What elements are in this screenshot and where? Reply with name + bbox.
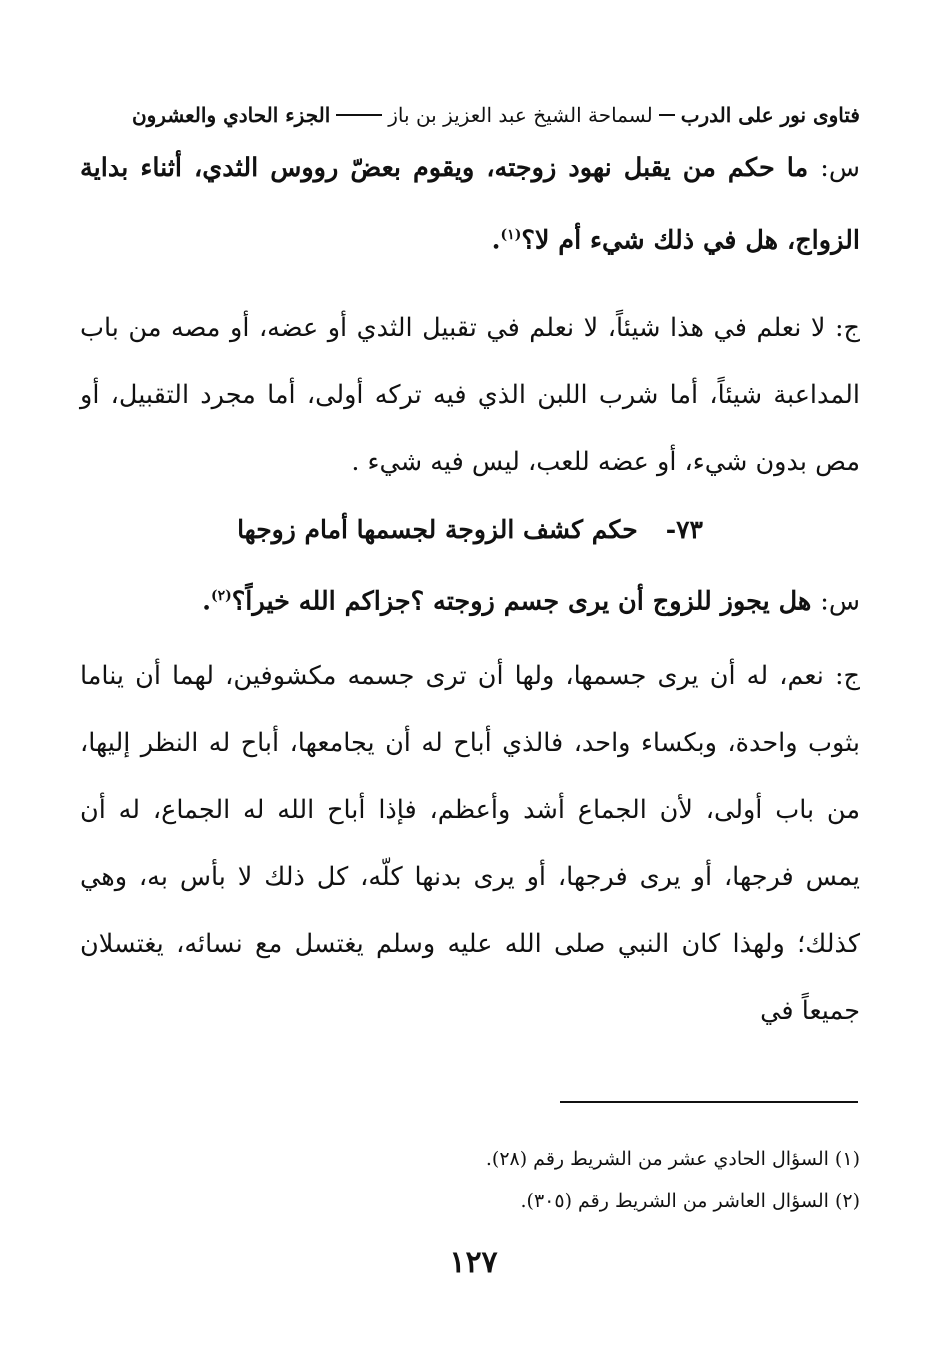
- answer-2: [80, 643, 860, 1045]
- header-part: الجزء الحادي والعشرون: [131, 103, 331, 127]
- question-1-end: .: [491, 225, 501, 256]
- answer-1: [80, 295, 860, 496]
- question-1-label: س:: [820, 153, 860, 183]
- section-heading: [80, 496, 860, 563]
- footnote-ref-2: (٢): [210, 587, 232, 604]
- header-author: لسماحة الشيخ عبد العزيز بن باز: [388, 103, 653, 127]
- header-rule: [336, 114, 382, 116]
- page-body: [80, 95, 860, 1045]
- section-number: ٧٣-: [665, 514, 703, 544]
- answer-2-label: ج:: [834, 661, 861, 691]
- footnote-separator: [560, 1101, 858, 1103]
- answer-1-text: لا نعلم في هذا شيئاً، لا نعلم في تقبيل الثدي أو عضه، أو مصه من باب المداعبة شيئاً، أما شرب اللبن الذي فيه تركه أولى، أما مجرد التقبيل، أو مص بدون شيء، أو عضه للعب، ليس فيه شيء .: [80, 312, 860, 477]
- question-1-text: ما حكم من يقبل نهود زوجته، ويقوم بعضّ رووس الثدي، أثناء بداية الزواج، هل في ذلك شيء أم لا؟: [80, 153, 860, 256]
- answer-1-label: ج:: [834, 312, 860, 343]
- header-book-title: فتاوى نور على الدرب: [680, 103, 860, 127]
- footnote-1: (١) السؤال الحادي عشر من الشريط رقم (٢٨).: [485, 1148, 860, 1170]
- question-2: [80, 563, 860, 636]
- question-2-end: .: [202, 586, 211, 616]
- running-header: [80, 95, 860, 135]
- answer-2-text: نعم، له أن يرى جسمها، ولها أن ترى جسمه مكشوفين، لهما أن يناما بثوب واحدة، وبكساء واحد، فالذي أباح له أن يجامعها، أباح له النظر إليها، من باب أولى، لأن الجماع أشد وأعظم، فإذا أباح الله له الجماع، له أن يمس فرجها، أو يرى فرجها، أو يرى بدنها كلّه، كل ذلك لا بأس به، وهي كذلك؛ ولهذا كان النبي صلى الله عليه وسلم يغتسل مع نسائه، يغتسلان جميعاً في: [80, 661, 860, 1026]
- footnote-2: (٢) السؤال العاشر من الشريط رقم (٣٠٥).: [520, 1190, 860, 1212]
- page-number: ١٢٧: [449, 1245, 498, 1280]
- question-2-label: س:: [820, 586, 860, 616]
- section-title: حكم كشف الزوجة لجسمها أمام زوجها: [237, 514, 638, 544]
- footnotes: [80, 1138, 860, 1222]
- footnote-ref-1: (١): [500, 227, 522, 243]
- question-1: [80, 135, 860, 275]
- question-2-text: هل يجوز للزوج أن يرى جسم زوجته ؟جزاكم الله خيراً؟: [231, 586, 812, 616]
- header-dash: [659, 114, 675, 116]
